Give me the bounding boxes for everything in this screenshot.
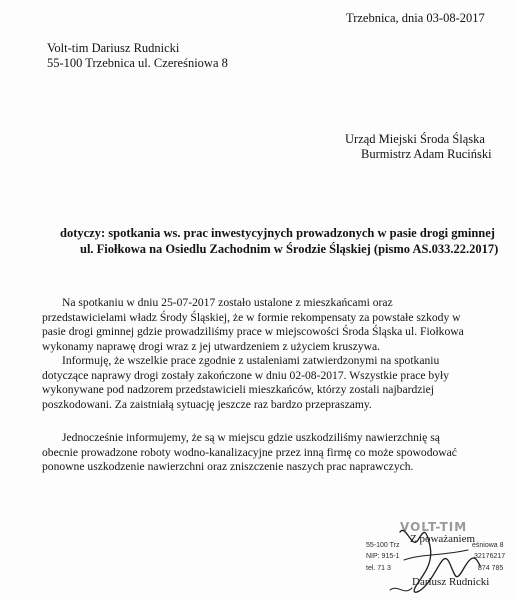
subject-line-1: dotyczy: spotkania ws. prac inwestycyjnych prowadzonych w pasie drogi gminnej: [60, 226, 495, 240]
paragraph-1-line: przedstawicielami władz Środy Śląskiej, że w formie rekompensaty za powstałe szkody w: [42, 310, 461, 324]
sender-line-1: Volt-tim Dariusz Rudnicki: [47, 41, 180, 55]
stamp-nip-start: NIP: 915-1: [366, 553, 400, 560]
stamp-logo: VOLT-TIM: [400, 520, 468, 534]
signature-name: Dariusz Rudnicki: [412, 576, 490, 588]
subject-line: [60, 225, 498, 257]
subject-line-2: ul. Fiołkowa na Osiedlu Zachodnim w Środzie Śląskiej (pismo AS.033.22.2017): [80, 242, 499, 256]
paragraph-1-line: wykonamy naprawę drogi wraz z jej utwardzeniem z użyciem kruszywa.: [42, 339, 381, 353]
stamp-phone-start: tel. 71 3: [366, 565, 391, 572]
stamp-address-end: eśniowa 8: [472, 542, 504, 549]
stamp-address-start: 55-100 Trz: [366, 542, 400, 549]
paragraph-2: [42, 354, 482, 412]
signature-closing: Z poważaniem: [410, 533, 476, 545]
paragraph-1: [42, 296, 482, 354]
paragraph-2-line: poszkodowani. Za zaistniałą sytuację jeszcze raz bardzo przepraszamy.: [42, 397, 372, 411]
paragraph-2-line: Informuję, że wszelkie prace zgodnie z ustaleniami zatwierdzonymi na spotkaniu: [62, 354, 440, 367]
date-line: Trzebnica, dnia 03-08-2017: [346, 11, 485, 25]
paragraph-1-line: pasie drogi gminnej gdzie prowadziliśmy prace w miejscowości Środa Śląska ul. Fiołkowa: [42, 325, 464, 339]
sender-address: [47, 41, 228, 71]
paragraph-3-line: obecnie prowadzone roboty wodno-kanalizacyjne przez inną firmę co może spowodować: [42, 445, 457, 459]
paragraph-3-line: ponowne uszkodzenie nawierzchni oraz zniszczenie naszych prac naprawczych.: [42, 460, 414, 474]
handwritten-signature-icon: [360, 520, 516, 600]
paragraph-2-line: dotyczące naprawy drogi zostały zakończone w dniu 02-08-2017. Wszystkie prace były: [42, 368, 450, 382]
recipient-address: [345, 132, 492, 162]
recipient-line-2: Burmistrz Adam Ruciński: [361, 147, 492, 161]
company-stamp: [360, 520, 516, 600]
stamp-nip-end: 32176217: [474, 553, 506, 560]
paragraph-1-line: Na spotkaniu w dniu 25-07-2017 zostało ustalone z mieszkańcami oraz: [62, 296, 393, 309]
paragraph-3-line: Jednocześnie informujemy, że są w miejscu gdzie uszkodziliśmy nawierzchnię są: [62, 431, 440, 444]
stamp-phone-end: 874 785: [478, 565, 504, 572]
recipient-line-1: Urząd Miejski Środa Śląska: [345, 132, 485, 146]
paragraph-2-line: wykonywane pod nadzorem przedstawicieli mieszkańców, którzy zostali najbardziej: [42, 383, 435, 397]
paragraph-3: [42, 431, 482, 475]
sender-line-2: 55-100 Trzebnica ul. Czereśniowa 8: [47, 56, 228, 70]
